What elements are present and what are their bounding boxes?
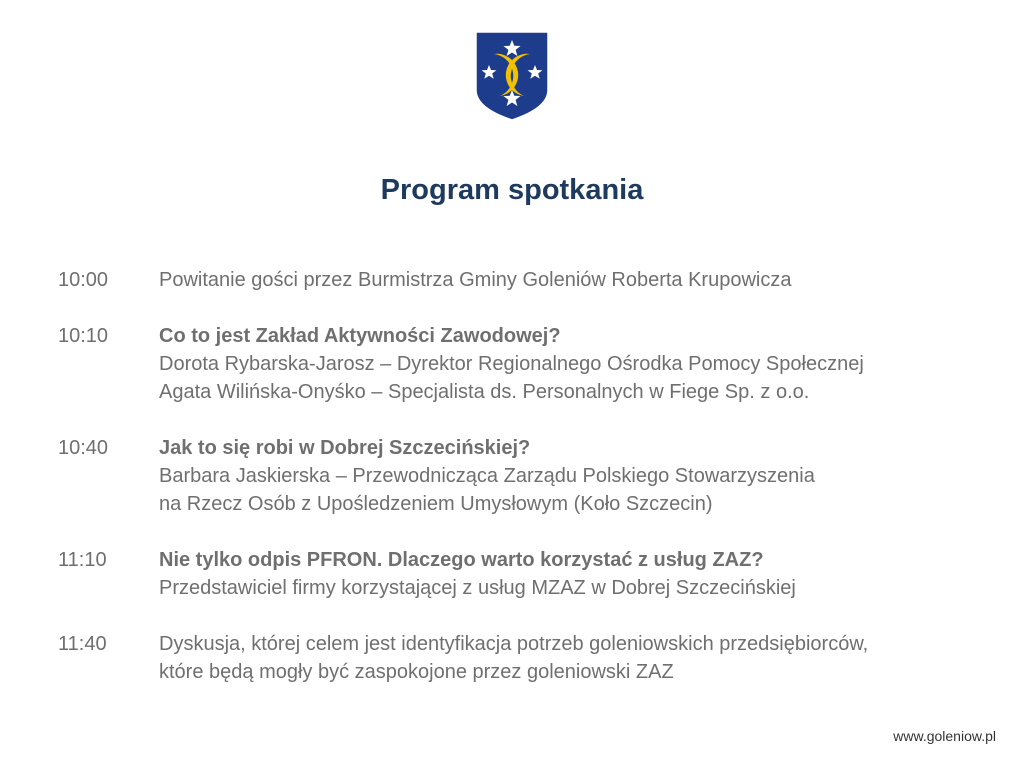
page-title: Program spotkania: [380, 174, 644, 206]
agenda-list: [58, 266, 998, 714]
agenda-content: [159, 630, 998, 686]
agenda-content: [159, 434, 998, 518]
agenda-content: [159, 266, 998, 294]
agenda-time: 10:40: [58, 437, 109, 459]
agenda-time: 11:40: [58, 633, 107, 655]
agenda-line: Dyskusja, której celem jest identyfikacja potrzeb goleniowskich przedsiębiorców,: [159, 633, 869, 655]
agenda-topic: Co to jest Zakład Aktywności Zawodowej?: [159, 325, 561, 347]
agenda-topic: Jak to się robi w Dobrej Szczecińskiej?: [159, 437, 531, 459]
agenda-line: Dorota Rybarska-Jarosz – Dyrektor Regionalnego Ośrodka Pomocy Społecznej: [159, 353, 864, 375]
agenda-line: Agata Wilińska-Onyśko – Specjalista ds. Personalnych w Fiege Sp. z o.o.: [159, 381, 810, 403]
agenda-line: Barbara Jaskierska – Przewodnicząca Zarządu Polskiego Stowarzyszenia: [159, 465, 815, 487]
agenda-content: [159, 546, 998, 602]
agenda-time: 10:00: [58, 269, 109, 291]
agenda-line: Przedstawiciel firmy korzystającej z usług MZAZ w Dobrej Szczecińskiej: [159, 577, 796, 599]
agenda-item: [58, 266, 998, 294]
agenda-topic: Nie tylko odpis PFRON. Dlaczego warto korzystać z usług ZAZ?: [159, 549, 764, 571]
agenda-line: na Rzecz Osób z Upośledzeniem Umysłowym (Koło Szczecin): [159, 493, 713, 515]
agenda-item: [58, 546, 998, 602]
agenda-line: które będą mogły być zaspokojone przez goleniowski ZAZ: [159, 661, 674, 683]
agenda-line: Powitanie gości przez Burmistrza Gminy Goleniów Roberta Krupowicza: [159, 269, 792, 291]
footer-website-link[interactable]: www.goleniow.pl: [893, 728, 996, 744]
agenda-item: [58, 434, 998, 518]
agenda-time: 10:10: [58, 325, 109, 347]
agenda-content: [159, 322, 998, 406]
coat-of-arms-icon: [474, 30, 550, 122]
agenda-item: [58, 630, 998, 686]
agenda-time: 11:10: [58, 549, 107, 571]
agenda-item: [58, 322, 998, 406]
